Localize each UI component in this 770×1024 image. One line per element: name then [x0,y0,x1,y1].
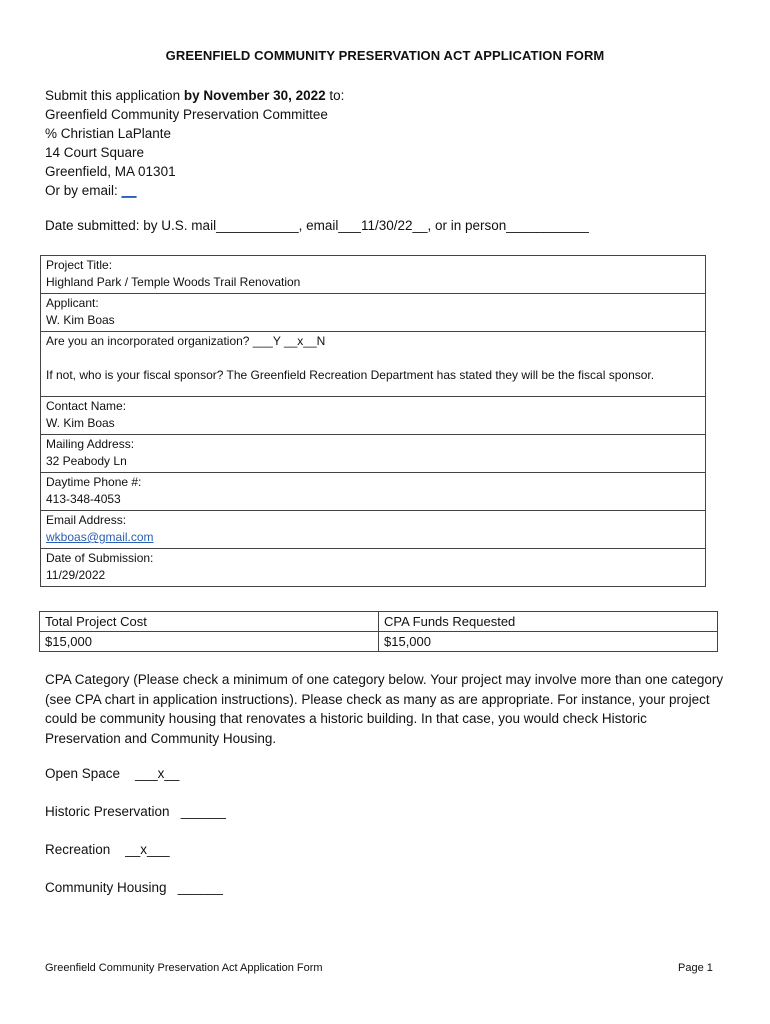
date-of-submission-label: Date of Submission: [46,551,154,565]
mailing-address-value: 32 Peabody Ln [46,454,127,468]
table-row [41,256,706,294]
footer-form-name: Greenfield Community Preservation Act Application Form [45,962,323,974]
address-line-street: 14 Court Square [45,145,145,160]
project-cost-table [39,611,718,652]
project-title-value: Highland Park / Temple Woods Trail Renovation [46,275,301,289]
funds-requested-value: $15,000 [379,632,718,652]
submit-suffix: to: [325,88,345,103]
project-title-label: Project Title: [46,258,113,272]
contact-name-value: W. Kim Boas [46,416,115,430]
category-recreation: Recreation __x___ [45,842,170,857]
form-title: GREENFIELD COMMUNITY PRESERVATION ACT APPLICATION FORM [165,48,605,63]
table-row [41,397,706,435]
table-row [40,612,718,632]
contact-name-label: Contact Name: [46,399,127,413]
applicant-value: W. Kim Boas [46,313,115,327]
total-cost-label: Total Project Cost [40,612,379,632]
submit-prefix: Submit this application [45,88,184,103]
address-line-city: Greenfield, MA 01301 [45,164,176,179]
applicant-info-table [40,255,706,587]
phone-label: Daytime Phone #: [46,475,142,489]
submit-deadline: by November 30, 2022 [183,88,326,103]
email-address-link[interactable]: wkboas@gmail.com [46,530,154,544]
fiscal-sponsor-text: If not, who is your fiscal sponsor? The Greenfield Recreation Department has stated they will be the fiscal sponsor. [46,368,655,382]
email-line [45,181,344,200]
category-community-housing: Community Housing ______ [45,880,223,895]
email-address-label: Email Address: [46,513,127,527]
email-link[interactable]: __ [121,183,137,198]
table-row [41,435,706,473]
phone-value: 413-348-4053 [46,492,121,506]
incorporated-question: Are you an incorporated organization? ___Y __x__N [46,334,326,348]
category-open-space: Open Space ___x__ [45,766,180,781]
date-of-submission-value: 11/29/2022 [46,568,106,582]
table-row [41,294,706,332]
address-line-committee: Greenfield Community Preservation Committee [45,107,328,122]
total-cost-value: $15,000 [40,632,379,652]
funds-requested-label: CPA Funds Requested [379,612,718,632]
mailing-address-label: Mailing Address: [46,437,135,451]
page-number: Page 1 [678,962,713,974]
address-line-attention: % Christian LaPlante [45,126,172,141]
table-row [41,549,706,587]
submission-instructions [45,86,344,200]
table-row [40,632,718,652]
email-prefix: Or by email: [45,183,122,198]
table-row [41,511,706,549]
category-historic-preservation: Historic Preservation ______ [45,804,226,819]
applicant-label: Applicant: [46,296,99,310]
submit-line [45,86,344,105]
table-row [41,332,706,397]
cpa-category-instructions: CPA Category (Please check a minimum of one category below. Your project may involve more than one category (see CPA chart in application instructions). Please check as many as are appropriate. For instance, your project could be community housing that renovates a historic building. In that case, you would check Historic Preservation and Community Housing. [45,672,724,746]
table-row [41,473,706,511]
date-submitted-line: Date submitted: by U.S. mail___________, email___11/30/22__, or in person___________ [45,218,589,233]
